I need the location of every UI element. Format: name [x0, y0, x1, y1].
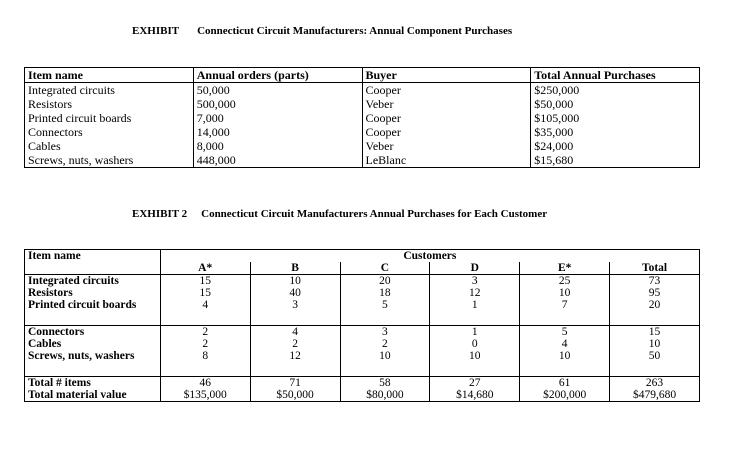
table-cell: 40 — [250, 287, 340, 299]
table-cell: $35,000 — [531, 125, 700, 139]
table-cell: Cooper — [362, 125, 531, 139]
table-cell: LeBlanc — [362, 153, 531, 168]
table-cell: Cooper — [362, 83, 531, 98]
table-cell: 4 — [250, 326, 340, 339]
table-cell: 10 — [520, 350, 610, 377]
table-cell: 10 — [520, 287, 610, 299]
table-cell: 61 — [520, 377, 610, 390]
table-cell: $105,000 — [531, 111, 700, 125]
exhibit-2-label: EXHIBIT 2 — [132, 208, 188, 220]
table-cell: 25 — [520, 275, 610, 288]
row-label: Total # items — [25, 377, 161, 390]
table-cell: 7,000 — [193, 111, 362, 125]
table-cell: 15 — [160, 275, 250, 288]
table-cell: 20 — [340, 275, 430, 288]
table-cell: 8,000 — [193, 139, 362, 153]
table-cell: 14,000 — [193, 125, 362, 139]
table-cell: 27 — [430, 377, 520, 390]
table-row — [25, 287, 700, 299]
table-cell: 4 — [520, 338, 610, 350]
table-cell: 0 — [430, 338, 520, 350]
table-cell: 15 — [160, 287, 250, 299]
column-header: B — [250, 262, 340, 275]
table-cell: Resistors — [25, 97, 194, 111]
table-cell: $479,680 — [610, 389, 700, 402]
row-label: Connectors — [25, 326, 161, 339]
table-cell: 20 — [610, 299, 700, 326]
table-row — [25, 377, 700, 390]
table-cell: $250,000 — [531, 83, 700, 98]
row-label: Cables — [25, 338, 161, 350]
table-row — [25, 125, 700, 139]
table-cell: 10 — [250, 275, 340, 288]
table-cell: $135,000 — [160, 389, 250, 402]
table-cell: 18 — [340, 287, 430, 299]
column-header: D — [430, 262, 520, 275]
table-cell: Veber — [362, 97, 531, 111]
table-cell: 8 — [160, 350, 250, 377]
column-header: Total — [610, 262, 700, 275]
table-row — [25, 139, 700, 153]
table-cell: 95 — [610, 287, 700, 299]
table-row — [25, 97, 700, 111]
table-cell: Printed circuit boards — [25, 111, 194, 125]
table-cell: $80,000 — [340, 389, 430, 402]
table-cell: 1 — [430, 326, 520, 339]
table-header-row — [25, 68, 700, 83]
table-cell: $14,680 — [430, 389, 520, 402]
exhibit-2-table — [24, 249, 700, 402]
exhibit-2-heading — [132, 208, 547, 220]
table-cell: 4 — [160, 299, 250, 326]
row-label: Screws, nuts, washers — [25, 350, 161, 377]
row-label: Total material value — [25, 389, 161, 402]
column-header: A* — [160, 262, 250, 275]
table-cell: 500,000 — [193, 97, 362, 111]
exhibit-2-title: Connecticut Circuit Manufacturers Annual Purchases for Each Customer — [201, 208, 548, 220]
table-cell: 3 — [250, 299, 340, 326]
row-label: Integrated circuits — [25, 275, 161, 288]
table-cell: 5 — [340, 299, 430, 326]
table-cell: 263 — [610, 377, 700, 390]
customers-header: Customers — [160, 250, 699, 263]
table-cell: 7 — [520, 299, 610, 326]
exhibit-1-label: EXHIBIT — [132, 25, 180, 37]
table-cell: Integrated circuits — [25, 83, 194, 98]
table-cell: 2 — [160, 338, 250, 350]
row-label: Printed circuit boards — [25, 299, 161, 326]
table-cell: $200,000 — [520, 389, 610, 402]
table-cell: 73 — [610, 275, 700, 288]
column-header: Buyer — [362, 68, 531, 83]
table-cell: 10 — [430, 350, 520, 377]
table-row — [25, 83, 700, 98]
table-header-row — [25, 250, 700, 263]
table-cell: Cooper — [362, 111, 531, 125]
table-row — [25, 326, 700, 339]
table-cell: 3 — [340, 326, 430, 339]
table-cell: 10 — [610, 338, 700, 350]
table-cell: 2 — [340, 338, 430, 350]
table-cell: Cables — [25, 139, 194, 153]
exhibit-1-heading — [132, 25, 512, 37]
table-cell: 58 — [340, 377, 430, 390]
table-cell: Veber — [362, 139, 531, 153]
table-row — [25, 111, 700, 125]
column-header: C — [340, 262, 430, 275]
column-header: Item name — [25, 68, 194, 83]
table-row — [25, 299, 700, 326]
table-cell: 71 — [250, 377, 340, 390]
item-name-header: Item name — [25, 250, 161, 275]
table-cell: $15,680 — [531, 153, 700, 168]
row-label: Resistors — [25, 287, 161, 299]
column-header: Total Annual Purchases — [531, 68, 700, 83]
table-row — [25, 153, 700, 168]
table-cell: Connectors — [25, 125, 194, 139]
table-cell: 448,000 — [193, 153, 362, 168]
column-header: Annual orders (parts) — [193, 68, 362, 83]
table-cell: 50,000 — [193, 83, 362, 98]
table-cell: 50 — [610, 350, 700, 377]
table-cell: 10 — [340, 350, 430, 377]
exhibit-1-title: Connecticut Circuit Manufacturers: Annual Component Purchases — [197, 25, 513, 37]
table-row — [25, 275, 700, 288]
table-cell: 3 — [430, 275, 520, 288]
table-cell: 46 — [160, 377, 250, 390]
table-row — [25, 350, 700, 377]
table-row — [25, 338, 700, 350]
table-cell: 12 — [430, 287, 520, 299]
table-cell: 15 — [610, 326, 700, 339]
table-cell: $24,000 — [531, 139, 700, 153]
table-row — [25, 389, 700, 402]
table-cell: 2 — [160, 326, 250, 339]
table-cell: 5 — [520, 326, 610, 339]
table-cell: 2 — [250, 338, 340, 350]
table-cell: Screws, nuts, washers — [25, 153, 194, 168]
exhibit-1-table — [24, 67, 700, 168]
table-cell: 12 — [250, 350, 340, 377]
table-cell: $50,000 — [531, 97, 700, 111]
table-cell: $50,000 — [250, 389, 340, 402]
table-cell: 1 — [430, 299, 520, 326]
column-header: E* — [520, 262, 610, 275]
